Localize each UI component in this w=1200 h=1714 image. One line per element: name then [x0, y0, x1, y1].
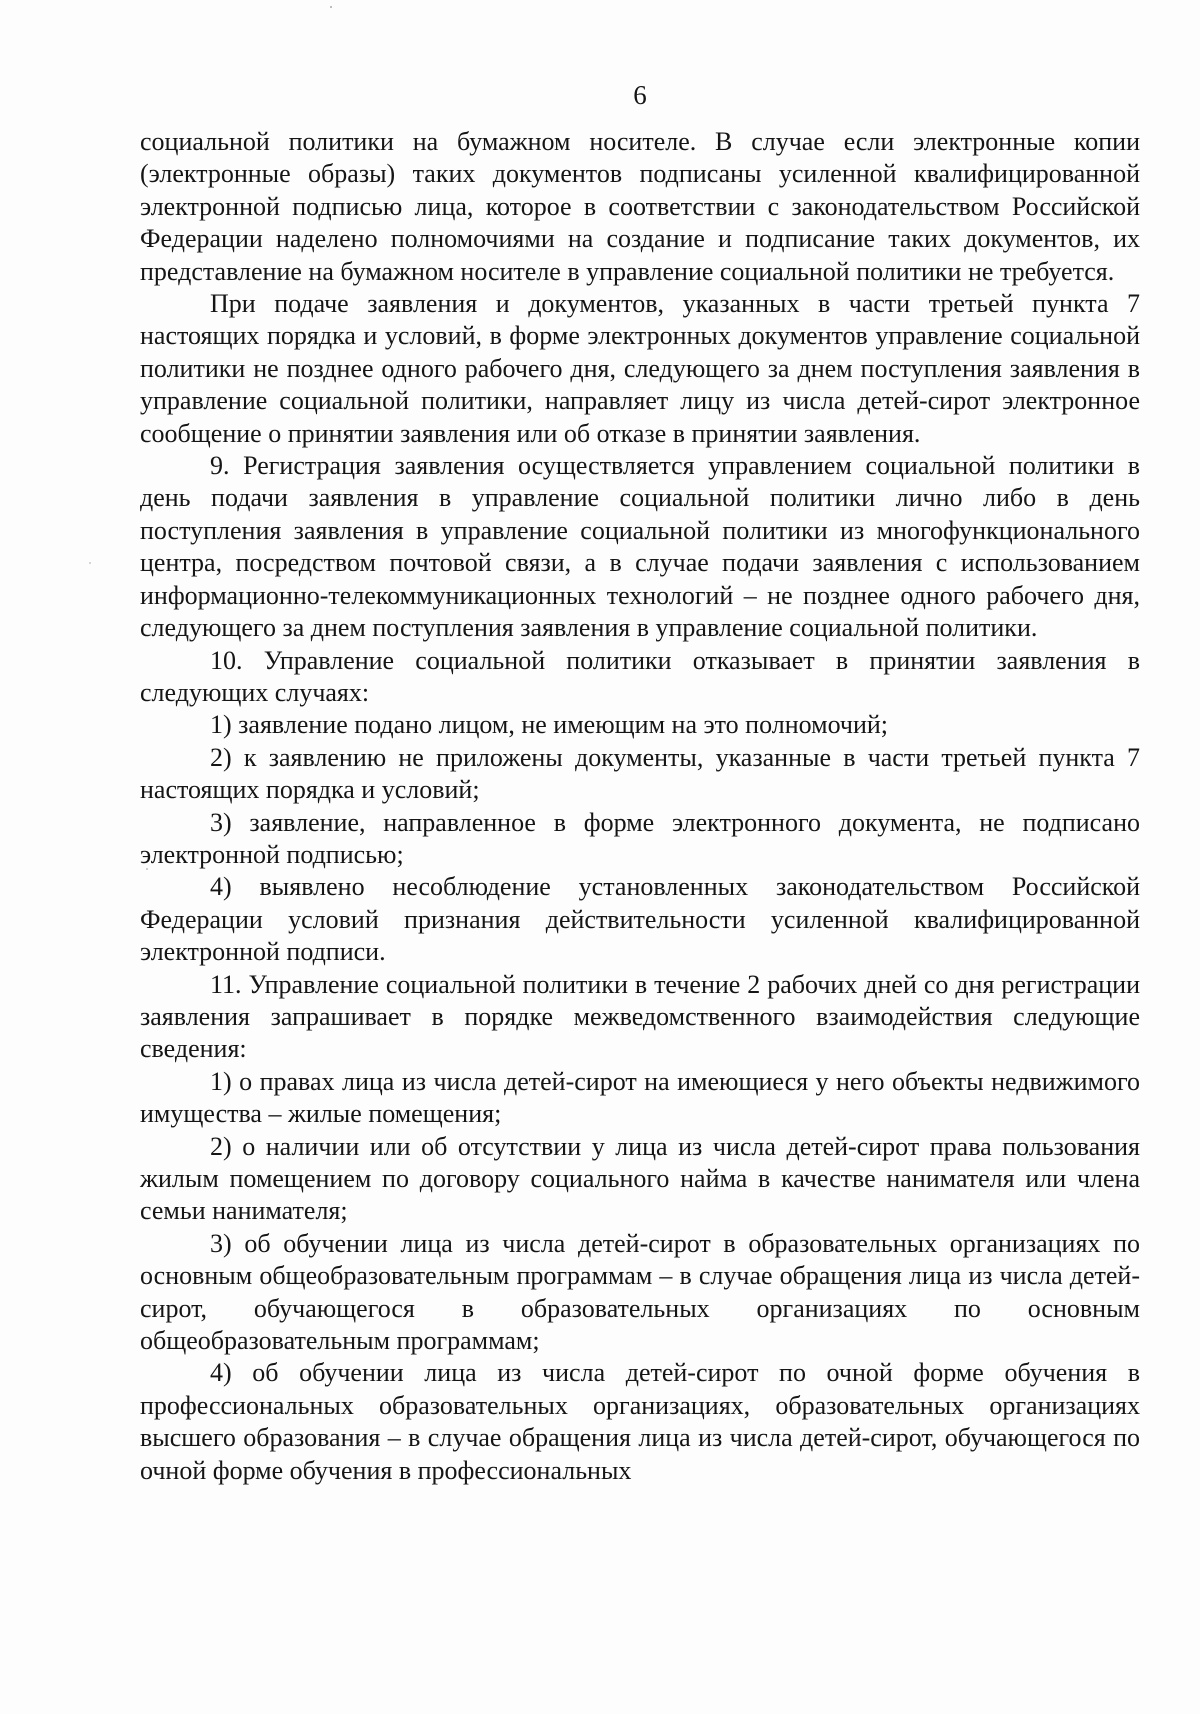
list-item-11-3: 3) об обучении лица из числа детей-сирот в образовательных организациях по основным общеобразовательным программам – в случае обращения лица из числа детей-сирот, обучающегося в образовательных организациях по основным общеобразовательным программам;	[140, 1228, 1140, 1356]
paragraph-continuation: социальной политики на бумажном носителе. В случае если электронные копии (электронные образы) таких документов подписаны усиленной квалифицированной электронной подписью лица, которое в соответствии с законодательством Российской Федерации наделено полномочиями на создание и подписание таких документов, их представление на бумажном носителе в управление социальной политики не требуется.	[140, 127, 1140, 286]
list-item-11-4: 4) об обучении лица из числа детей-сирот по очной форме обучения в профессиональных образовательных организациях, образовательных организациях высшего образования – в случае обращения лица из числа детей-сирот, обучающегося по очной форме обучения в профессиональных	[140, 1358, 1140, 1485]
list-item-10-4: 4) выявлено несоблюдение установленных законодательством Российской Федерации условий признания действительности усиленной квалифицированной электронной подписи.	[140, 872, 1140, 967]
paragraph-item-10: 10. Управление социальной политики отказывает в принятии заявления в следующих случаях:	[140, 645, 1140, 707]
list-item-11-1: 1) о правах лица из числа детей-сирот на имеющиеся у него объекты недвижимого имущества – жилые помещения;	[140, 1066, 1140, 1129]
paragraph-electronic-submission: При подаче заявления и документов, указанных в части третьей пункта 7 настоящих порядка и условий, в форме электронных документов управление социальной политики не позднее одного рабочего дня, следующего за днем поступления заявления в управление социальной политики, направляет лицу из числа детей-сирот электронное сообщение о принятии заявления или об отказе в принятии заявления.	[140, 289, 1140, 448]
page-number: 6	[633, 80, 647, 110]
list-item-11-2: 2) о наличии или об отсутствии у лица из числа детей-сирот права пользования жилым помещением по договору социального найма в качестве нанимателя или члена семьи нанимателя;	[140, 1131, 1140, 1226]
list-item-10-2: 2) к заявлению не приложены документы, указанные в части третьей пункта 7 настоящих порядка и условий;	[140, 742, 1140, 805]
document-body	[140, 126, 1140, 1487]
list-item-10-3: 3) заявление, направленное в форме электронного документа, не подписано электронной подписью;	[140, 807, 1140, 869]
list-item-10-1: 1) заявление подано лицом, не имеющим на это полномочий;	[210, 710, 889, 740]
paragraph-item-11: 11. Управление социальной политики в течение 2 рабочих дней со дня регистрации заявления запрашивает в порядке межведомственного взаимодействия следующие сведения:	[140, 969, 1140, 1064]
scan-speck	[89, 562, 91, 564]
paragraph-item-9: 9. Регистрация заявления осуществляется управлением социальной политики в день подачи заявления в управление социальной политики лично либо в день поступления заявления в управление социальной политики из многофункционального центра, посредством почтовой связи, а в случае подачи заявления с использованием информационно-телекоммуникационных технологий – не позднее одного рабочего дня, следующего за днем поступления заявления в управление социальной политики.	[140, 451, 1140, 643]
scan-speck	[330, 6, 332, 8]
